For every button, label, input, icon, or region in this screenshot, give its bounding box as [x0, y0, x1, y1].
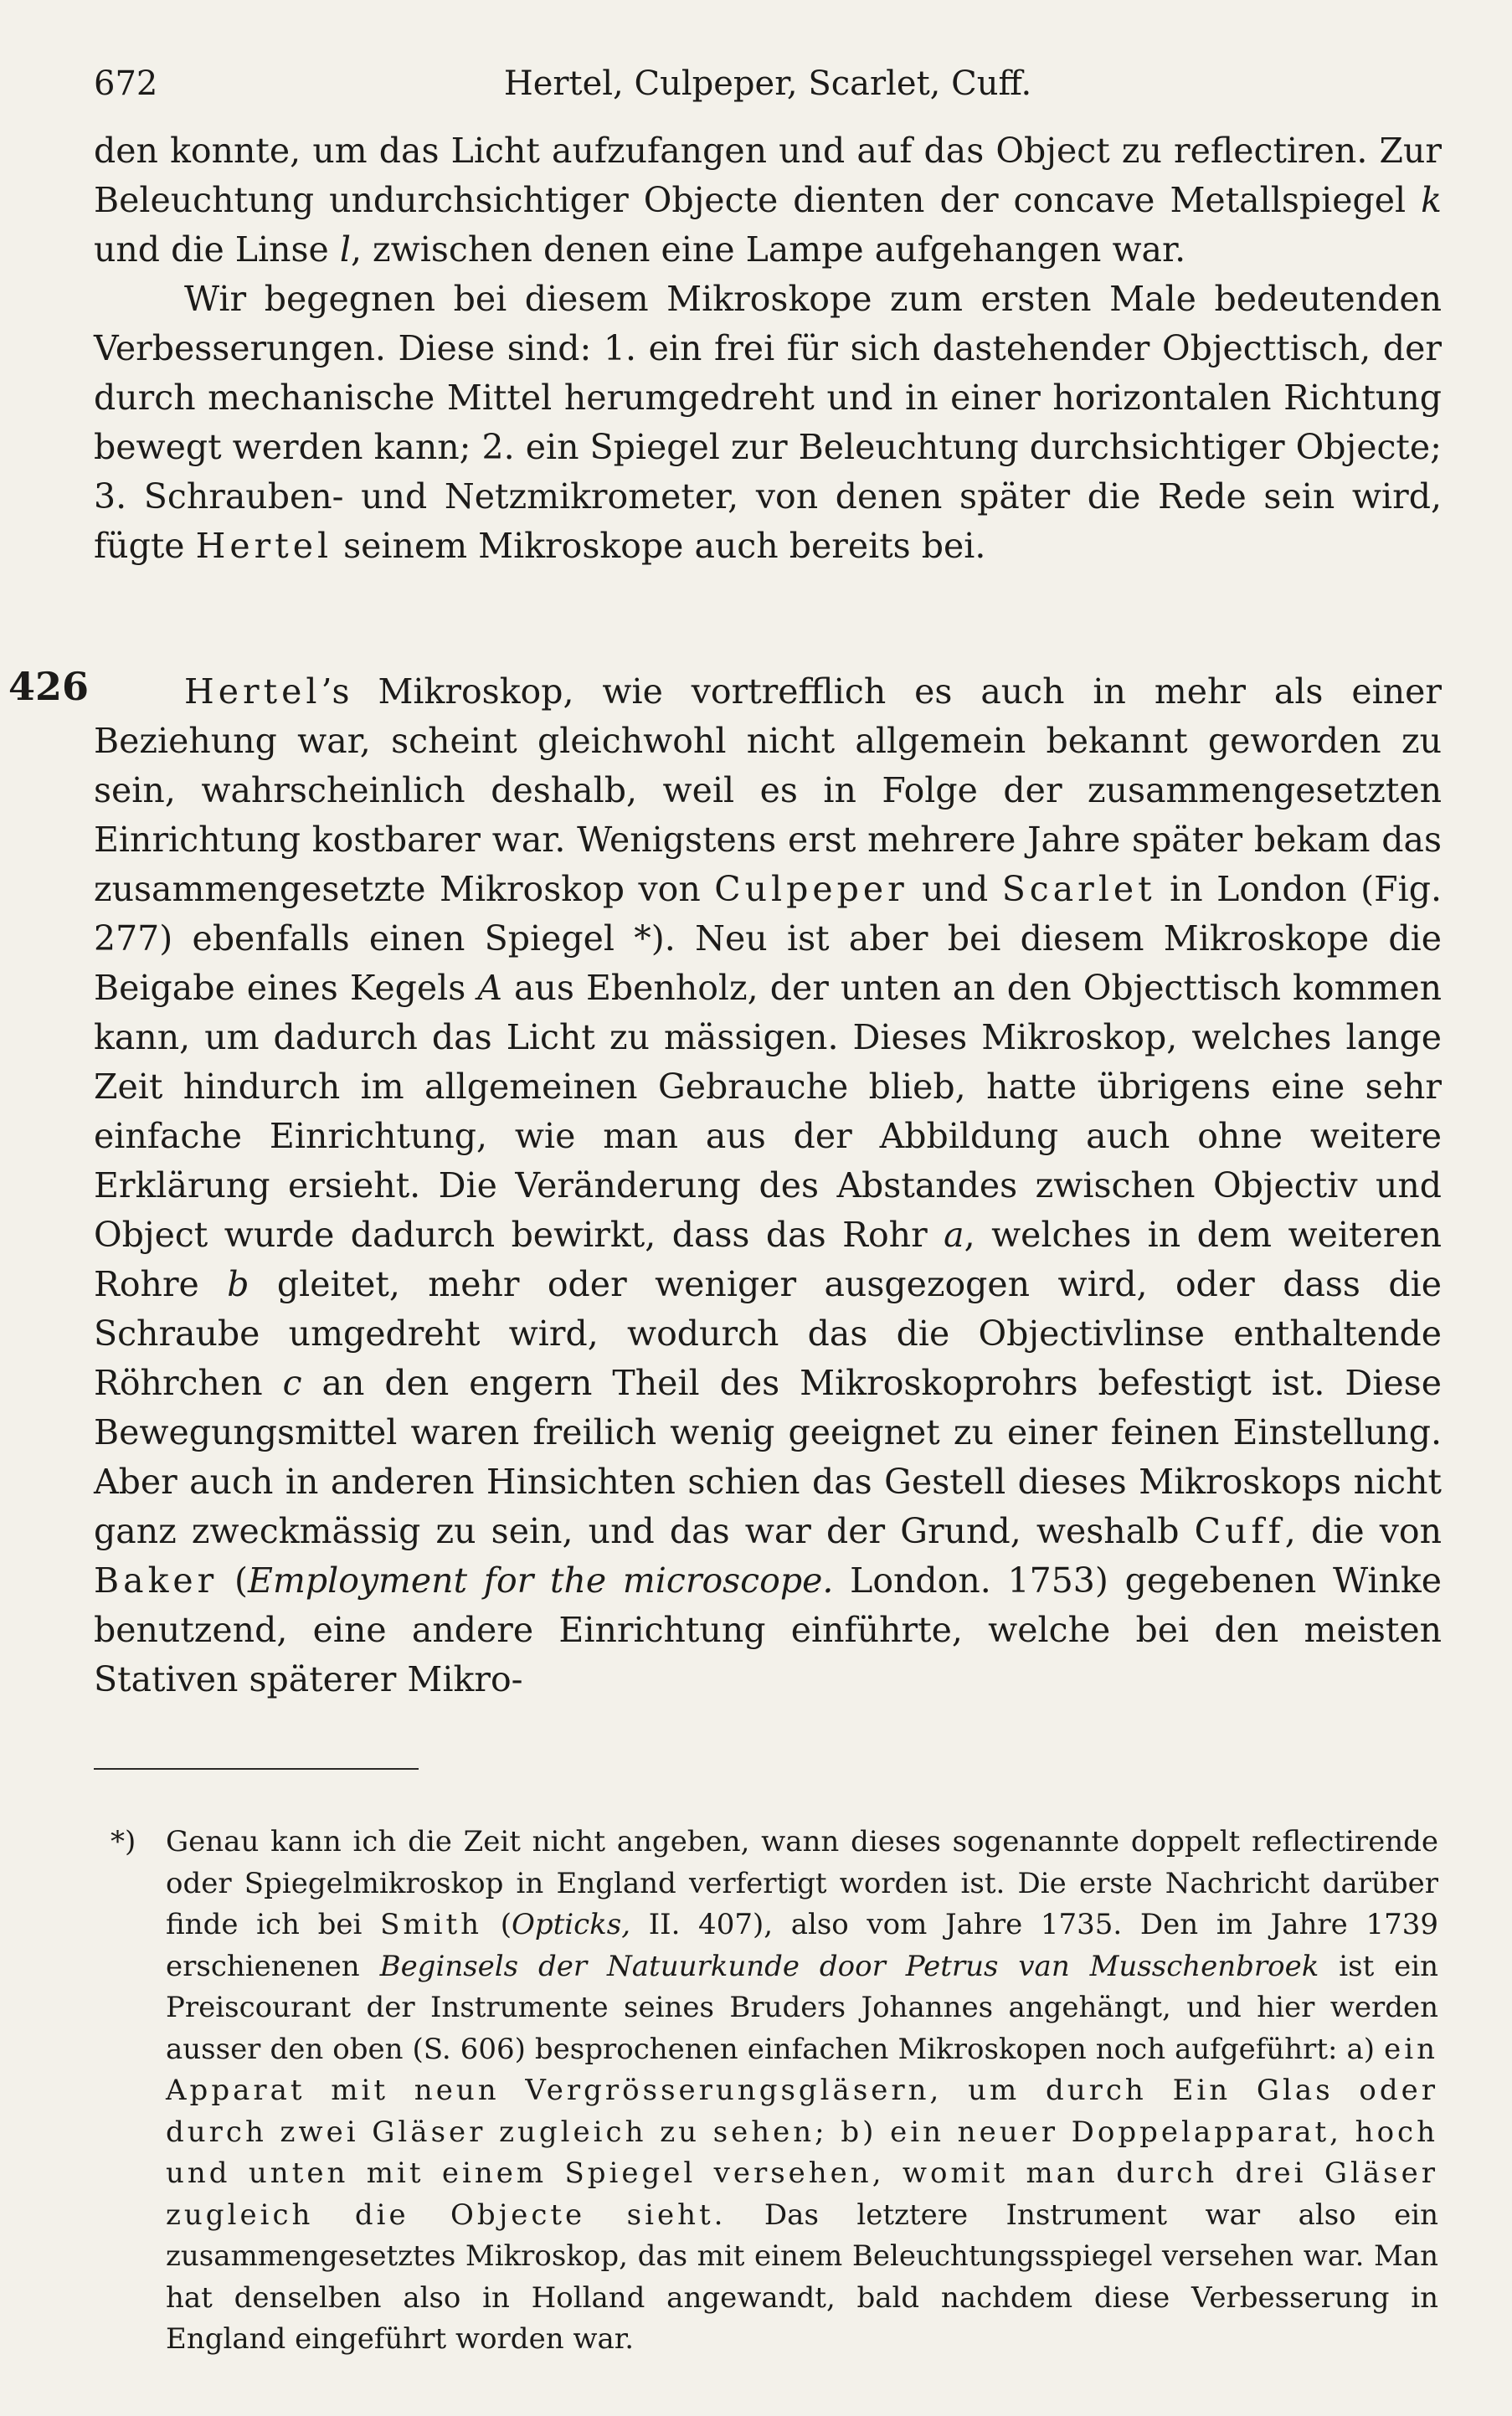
label-b: b	[227, 1264, 249, 1304]
label-c: c	[282, 1363, 302, 1403]
running-title: Hertel, Culpeper, Scarlet, Cuff.	[503, 64, 1032, 103]
quoted-price-list: ein Apparat mit neun Vergrösserungsgläsern, um durch Ein Glas oder durch zwei Gläser zugleich zu sehen; b) ein neuer Doppelapparat, hoch und unten mit einem Spiegel versehen, womit man durch drei Gläser zugleich die Objecte sieht.	[166, 2032, 1438, 2232]
name-scarlet: Scarlet	[1001, 869, 1156, 909]
label-l: l	[339, 229, 351, 270]
work-beginsels: Beginsels der Natuurkunde door Petrus van Musschenbroek	[379, 1949, 1319, 1983]
paragraph-section-426: Hertel’s Mikroskop, wie vortrefflich es auch in mehr als einer Beziehung war, scheint gleichwohl nicht allgemein bekannt geworden zu sein, wahrscheinlich deshalb, weil es in Folge der zusammengesetzten Einrichtung kostbarer war. Wenigstens erst mehrere Jahre später bekam das zusammengesetzte Mikroskop von Culpeper und Scarlet in London (Fig. 277) ebenfalls einen Spiegel *). Neu ist aber bei diesem Mikroskope die Beigabe eines Kegels A aus Ebenholz, der unten an den Objecttisch kommen kann, um dadurch das Licht zu mässigen. Dieses Mikroskop, welches lange Zeit hindurch im allgemeinen Gebrauche blieb, hatte übrigens eine sehr einfache Einrichtung, wie man aus der Abbildung auch ohne weitere Erklärung ersieht. Die Veränderung des Abstandes zwischen Objectiv und Object wurde dadurch bewirkt, dass das Rohr a, welches in dem weiteren Rohre b gleitet, mehr oder weniger ausgezogen wird, oder dass die Schraube umgedreht wird, wodurch das die Objectivlinse enthaltende Röhrchen c an den engern Theil des Mikroskoprohrs befestigt ist. Diese Bewegungsmittel waren freilich wenig geeignet zu einer feinen Einstellung. Aber auch in anderen Hinsichten schien das Gestell dieses Mikroskops nicht ganz zweckmässig zu sein, und das war der Grund, weshalb Cuff, die von Baker (Employment for the microscope. London. 1753) gegebenen Winke benutzend, eine andere Einrichtung einführte, welche bei den meisten Stativen späterer Mikro-	[94, 671, 1443, 1699]
footnote-text: Genau kann ich die Zeit nicht angeben, wann dieses sogenannte doppelt reflectirende oder Spiegelmikroskop in England verfertigt worden ist. Die erste Nachricht darüber finde ich bei Smith (Opticks, II. 407), also vom Jahre 1735. Den im Jahre 1739 erschienenen Beginsels der Natuurkunde door Petrus van Musschenbroek ist ein Preiscourant der Instrumente seines Bruders Johannes angehängt, und hier werden ausser den oben (S. 606) besprochenen einfachen Mikroskopen noch aufgeführt: a) ein Apparat mit neun Vergrösserungsgläsern, um durch Ein Glas oder durch zwei Gläser zugleich zu sehen; b) ein neuer Doppelapparat, hoch und unten mit einem Spiegel versehen, womit man durch drei Gläser zugleich die Objecte sieht. Das letztere Instrument war also ein zusammengesetztes Mikroskop, das mit einem Beleuchtungsspiegel versehen war. Man hat denselben also in Holland angewandt, bald nachdem diese Verbesserung in England eingeführt worden war.	[166, 1825, 1439, 2356]
name-hertel: Hertel	[184, 671, 321, 712]
paragraph-improvements: Wir begegnen bei diesem Mikroskope zum ersten Male bedeutenden Verbesserungen. Diese sind: 1. ein frei für sich dastehender Objecttisch, der durch mechanische Mittel herumgedreht und in einer horizontalen Richtung bewegt werden kann; 2. ein Spiegel zur Beleuchtung durchsichtiger Objecte; 3. Schrauben- und Netzmikrometer, von denen später die Rede sein wird, fügte Hertel seinem Mikroskope auch bereits bei.	[94, 279, 1442, 566]
footnote-mark: *)	[111, 1825, 136, 1858]
name-hertel: Hertel	[195, 526, 333, 566]
section-number: 426	[8, 664, 90, 709]
footnote-rule	[94, 1768, 419, 1770]
name-baker: Baker	[94, 1560, 219, 1601]
work-title: Employment for the microscope.	[248, 1560, 834, 1601]
footnote	[111, 1822, 1439, 2361]
section-426	[94, 667, 1442, 1704]
paragraph-continuation: den konnte, um das Licht aufzufangen und auf das Object zu reflectiren. Zur Beleuchtung undurchsichtiger Objecte dienten der concave Metallspiegel k und die Linse l, zwischen denen eine Lampe aufgehangen war.	[94, 131, 1442, 270]
label-a: a	[944, 1215, 964, 1255]
label-A: A	[477, 968, 502, 1008]
page-header	[94, 59, 1442, 109]
continuation-block	[94, 126, 1442, 571]
page-number: 672	[94, 64, 158, 103]
work-opticks: Opticks,	[511, 1908, 631, 1941]
label-k: k	[1421, 180, 1442, 220]
name-culpeper: Culpeper	[714, 869, 908, 909]
name-cuff: Cuff	[1194, 1511, 1285, 1551]
name-smith: Smith	[380, 1908, 483, 1941]
